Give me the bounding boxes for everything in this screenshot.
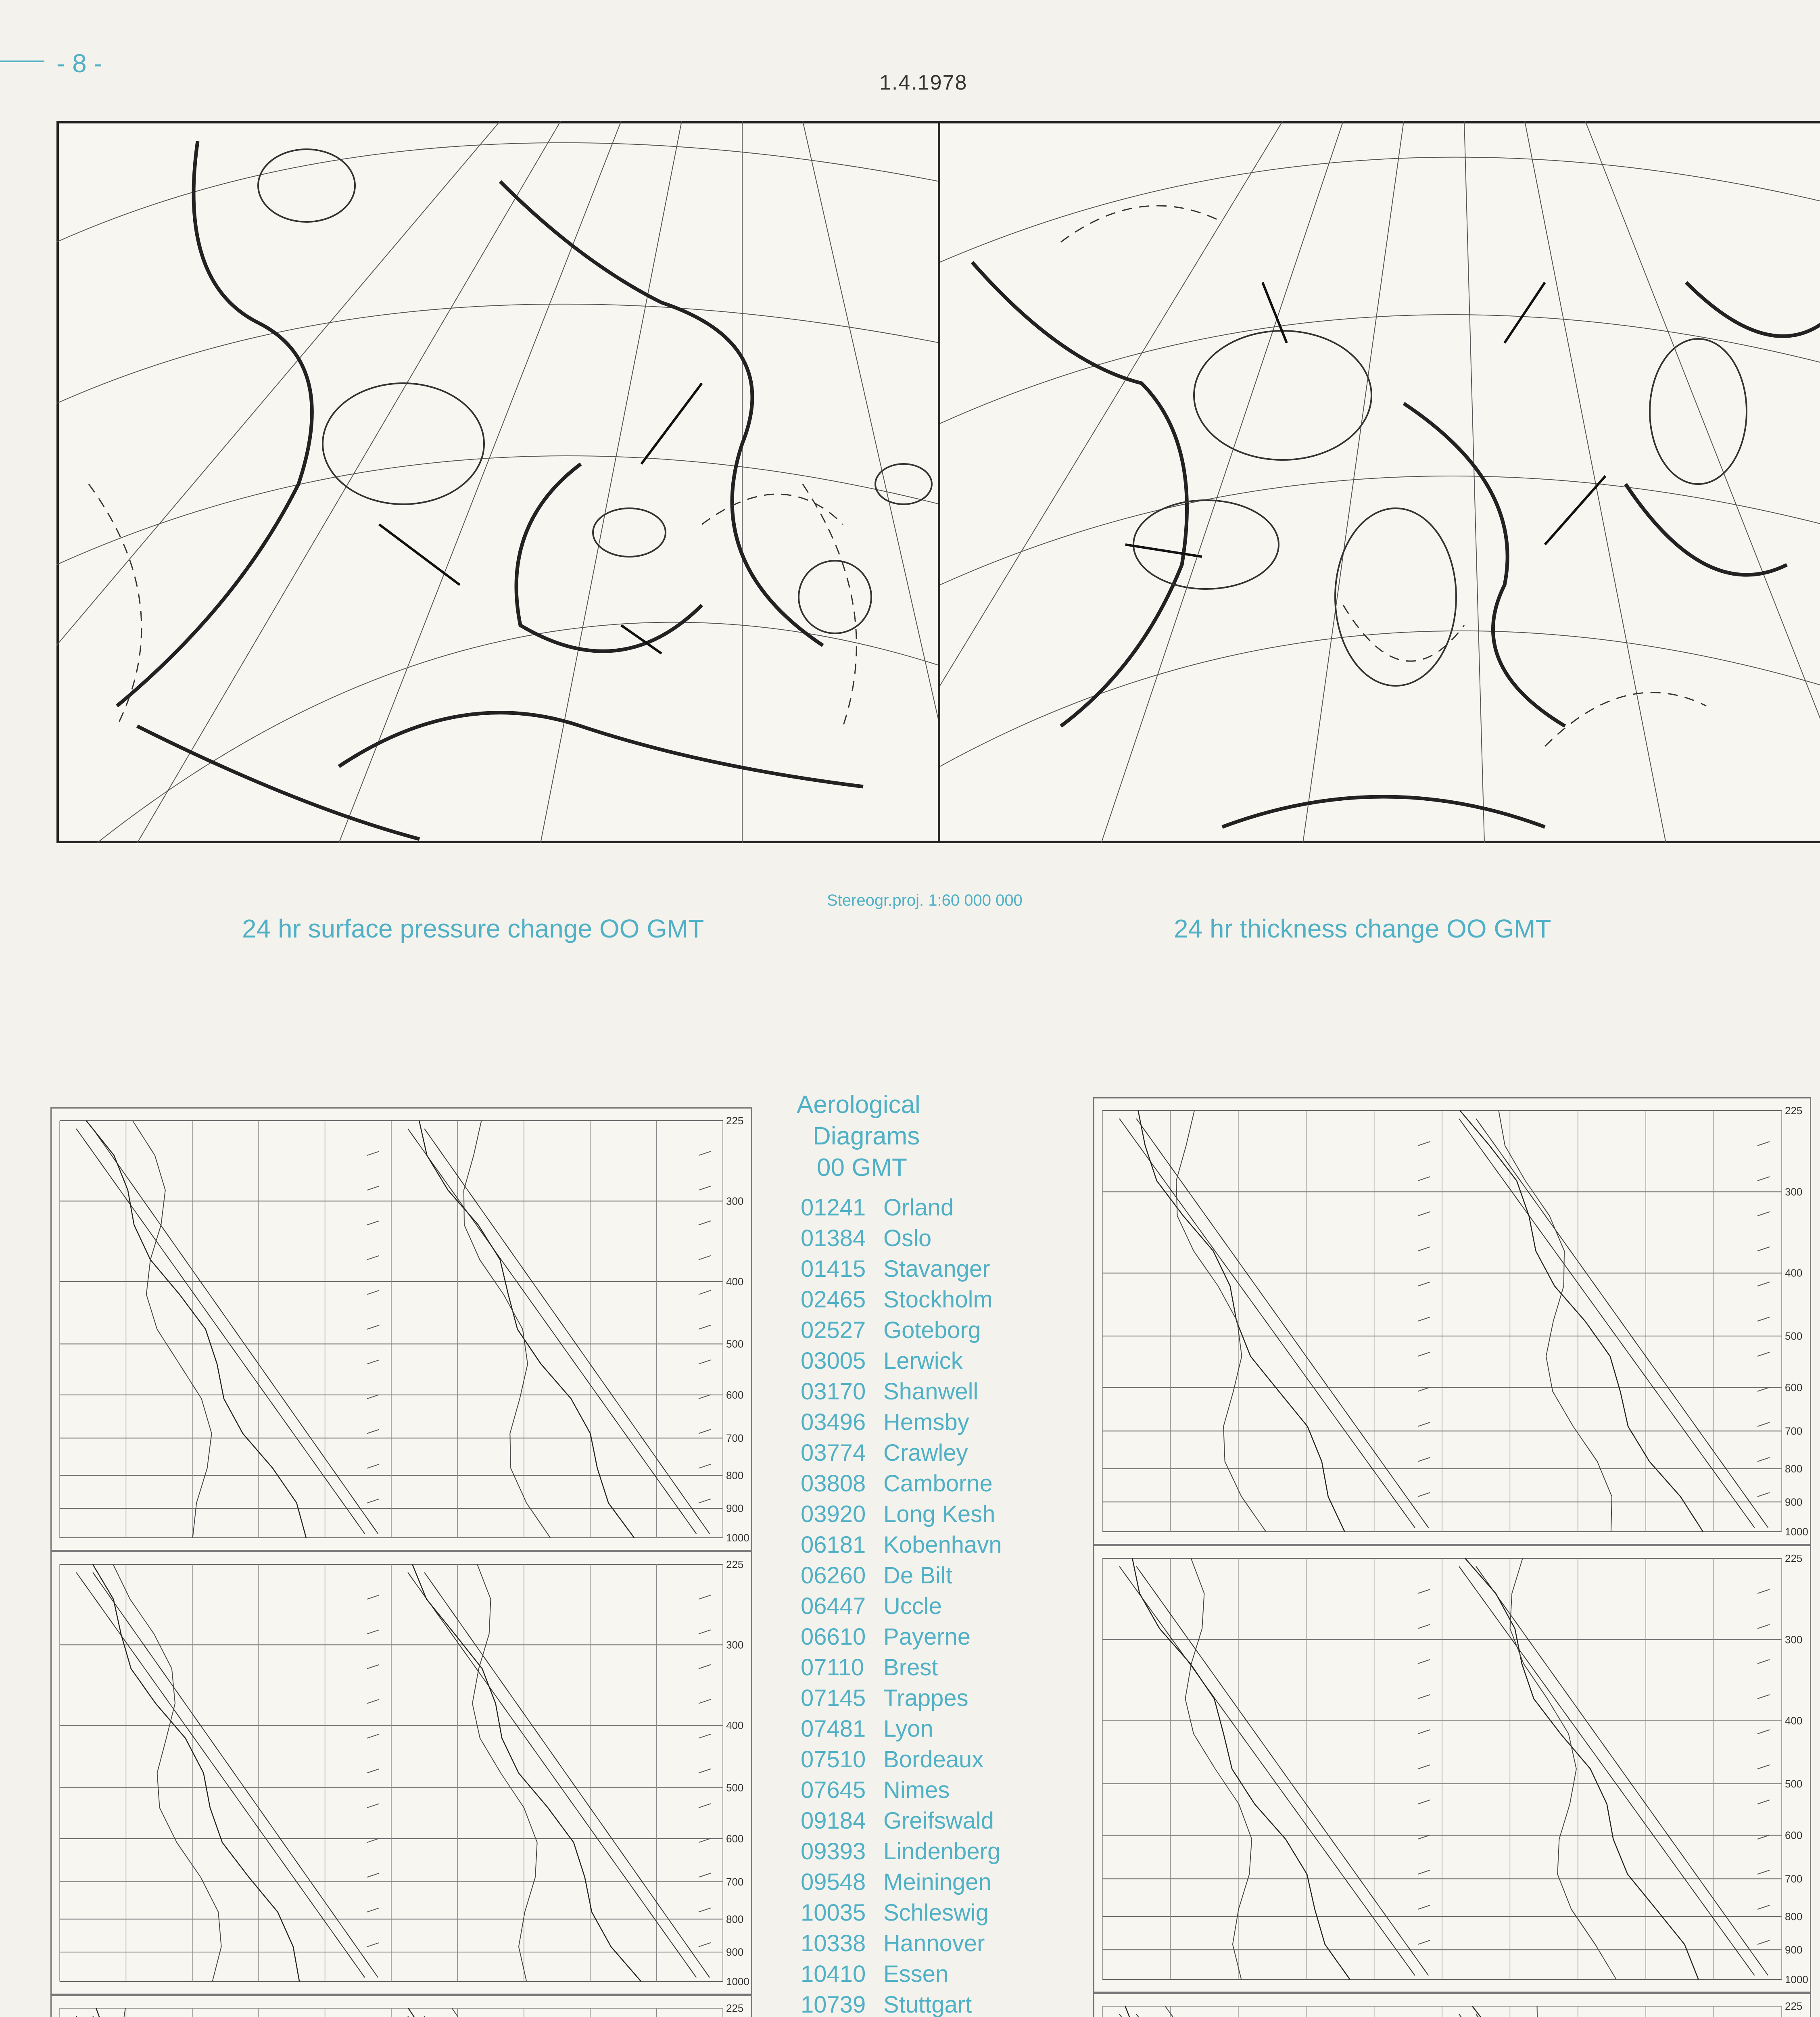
station-row: [801, 1470, 1123, 1501]
station-row: [801, 1593, 1123, 1623]
station-name: Hannover: [883, 1930, 985, 1956]
station-code: 07481: [801, 1716, 866, 1742]
aerological-diagram: [50, 1995, 752, 2017]
pressure-level-label: 400: [1785, 1714, 1803, 1727]
station-row: [801, 1194, 1123, 1225]
pressure-level-label: 900: [1785, 1496, 1803, 1508]
station-code: 01415: [801, 1256, 866, 1282]
pressure-level-label: 225: [1785, 1552, 1803, 1564]
station-code: 03774: [801, 1440, 866, 1466]
pressure-level-label: 800: [726, 1913, 744, 1925]
station-code: 02465: [801, 1286, 866, 1313]
pressure-level-label: 500: [726, 1781, 744, 1794]
station-row: [801, 1439, 1123, 1470]
pressure-level-label: 225: [726, 1558, 744, 1570]
station-row: [801, 1777, 1123, 1807]
station-name: Payerne: [883, 1624, 971, 1650]
station-code: 03496: [801, 1409, 866, 1435]
station-name: Orland: [883, 1194, 954, 1221]
station-code: 03808: [801, 1470, 866, 1497]
station-row: [801, 1715, 1123, 1746]
station-code: 06181: [801, 1532, 866, 1558]
aerological-title: [797, 1089, 920, 1184]
pressure-level-label: 400: [1785, 1267, 1803, 1279]
page-number: - 8 -: [56, 49, 102, 78]
station-name: Oslo: [883, 1225, 932, 1251]
station-row: [801, 1347, 1123, 1378]
station-name: Greifswald: [883, 1808, 994, 1834]
station-code: 06610: [801, 1624, 866, 1650]
station-name: Lyon: [883, 1716, 933, 1742]
station-row: [801, 1869, 1123, 1899]
station-list: [801, 1194, 1123, 2017]
station-code: 07510: [801, 1746, 866, 1773]
station-code: 03170: [801, 1378, 866, 1405]
pressure-level-label: 400: [726, 1275, 744, 1288]
pressure-level-label: 800: [1785, 1910, 1803, 1923]
station-code: 09184: [801, 1808, 866, 1834]
station-row: [801, 1899, 1123, 1930]
station-code: 07110: [801, 1654, 864, 1681]
station-code: 10410: [801, 1961, 866, 1987]
pressure-level-label: 600: [726, 1832, 744, 1845]
pressure-level-label: 600: [726, 1389, 744, 1401]
station-name: Schleswig: [883, 1900, 989, 1926]
station-code: 10035: [801, 1900, 866, 1926]
pressure-level-label: 300: [726, 1639, 744, 1651]
surface-pressure-change-map: [56, 121, 940, 843]
aerological-title-line1: Aerological: [797, 1091, 920, 1119]
pressure-level-label: 700: [1785, 1425, 1803, 1437]
thickness-change-map: [940, 121, 1820, 843]
pressure-level-label: 1000: [1785, 1526, 1808, 1538]
station-name: Goteborg: [883, 1317, 981, 1343]
station-code: 03920: [801, 1501, 866, 1527]
aerological-diagram: [50, 1107, 752, 1551]
aerological-diagram: [1093, 1097, 1811, 1545]
aerological-title-line2: Diagrams: [813, 1122, 920, 1150]
pressure-level-label: 500: [1785, 1777, 1803, 1790]
station-name: Stavanger: [883, 1256, 990, 1282]
station-row: [801, 1685, 1123, 1715]
station-row: [801, 1255, 1123, 1286]
pressure-level-label: 225: [726, 1115, 744, 1127]
station-name: Meiningen: [883, 1869, 991, 1895]
pressure-level-label: 900: [726, 1502, 744, 1514]
pressure-level-label: 400: [726, 1719, 744, 1731]
pressure-level-label: 300: [726, 1195, 744, 1207]
station-code: 02527: [801, 1317, 866, 1343]
pressure-level-label: 700: [726, 1432, 744, 1444]
station-row: [801, 1623, 1123, 1654]
station-row: [801, 1746, 1123, 1777]
pressure-level-label: 1000: [726, 1532, 749, 1544]
station-name: Camborne: [883, 1470, 993, 1497]
projection-note: Stereogr.proj. 1:60 000 000: [827, 892, 1023, 909]
station-name: Brest: [883, 1654, 938, 1681]
station-row: [801, 1225, 1123, 1255]
station-name: Lindenberg: [883, 1838, 1001, 1865]
station-code: 10338: [801, 1930, 866, 1956]
aerological-diagram: [1093, 1545, 1811, 1993]
station-code: 01241: [801, 1194, 866, 1221]
station-code: 06447: [801, 1593, 866, 1619]
station-code: 09548: [801, 1869, 866, 1895]
station-code: 06260: [801, 1562, 866, 1589]
station-row: [801, 1961, 1123, 1991]
pressure-level-label: 300: [1785, 1186, 1803, 1198]
pressure-level-label: 300: [1785, 1633, 1803, 1646]
station-code: 10739: [801, 1992, 866, 2017]
station-name: Stuttgart: [883, 1992, 972, 2017]
pressure-level-label: 500: [726, 1338, 744, 1350]
station-code: 07145: [801, 1685, 866, 1711]
pressure-level-label: 500: [1785, 1330, 1803, 1342]
aerological-title-line3: 00 GMT: [817, 1154, 907, 1182]
station-row: [801, 1562, 1123, 1593]
station-code: 07645: [801, 1777, 866, 1803]
station-name: Essen: [883, 1961, 949, 1987]
station-name: Kobenhavn: [883, 1532, 1002, 1558]
pressure-level-label: 1000: [726, 1975, 749, 1988]
station-name: Trappes: [883, 1685, 968, 1711]
station-row: [801, 1378, 1123, 1409]
station-code: 01384: [801, 1225, 866, 1251]
station-code: 03005: [801, 1348, 866, 1374]
station-name: De Bilt: [883, 1562, 952, 1589]
station-name: Shanwell: [883, 1378, 979, 1405]
station-row: [801, 1807, 1123, 1838]
pressure-level-label: 600: [1785, 1829, 1803, 1842]
station-row: [801, 1930, 1123, 1961]
pressure-level-label: 225: [726, 2002, 744, 2014]
station-name: Lerwick: [883, 1348, 963, 1374]
pressure-level-label: 600: [1785, 1381, 1803, 1394]
station-code: 09393: [801, 1838, 866, 1865]
station-row: [801, 1654, 1123, 1685]
station-row: [801, 1838, 1123, 1869]
station-name: Uccle: [883, 1593, 942, 1619]
station-row: [801, 1501, 1123, 1531]
station-name: Nimes: [883, 1777, 950, 1803]
thickness-caption: 24 hr thickness change OO GMT: [1174, 914, 1551, 943]
pressure-level-label: 900: [726, 1946, 744, 1958]
station-name: Long Kesh: [883, 1501, 996, 1527]
aerological-diagram: [1093, 1993, 1811, 2017]
station-row: [801, 1286, 1123, 1317]
station-name: Crawley: [883, 1440, 968, 1466]
pressure-level-label: 225: [1785, 1105, 1803, 1117]
station-row: [801, 1991, 1123, 2017]
pressure-level-label: 1000: [1785, 1973, 1808, 1986]
pressure-level-label: 800: [726, 1469, 744, 1482]
station-name: Stockholm: [883, 1286, 993, 1313]
pressure-level-label: 800: [1785, 1462, 1803, 1475]
station-name: Hemsby: [883, 1409, 969, 1435]
pressure-level-label: 225: [1785, 2000, 1803, 2012]
station-name: Bordeaux: [883, 1746, 984, 1773]
station-row: [801, 1531, 1123, 1562]
page-number-rule: [0, 61, 44, 62]
pressure-level-label: 700: [726, 1875, 744, 1888]
page-date: 1.4.1978: [879, 71, 968, 94]
station-row: [801, 1317, 1123, 1347]
pressure-level-label: 900: [1785, 1944, 1803, 1956]
station-row: [801, 1409, 1123, 1439]
aerological-diagram: [50, 1551, 752, 1995]
pressure-level-label: 700: [1785, 1873, 1803, 1885]
surface-pressure-caption: 24 hr surface pressure change OO GMT: [242, 914, 704, 943]
